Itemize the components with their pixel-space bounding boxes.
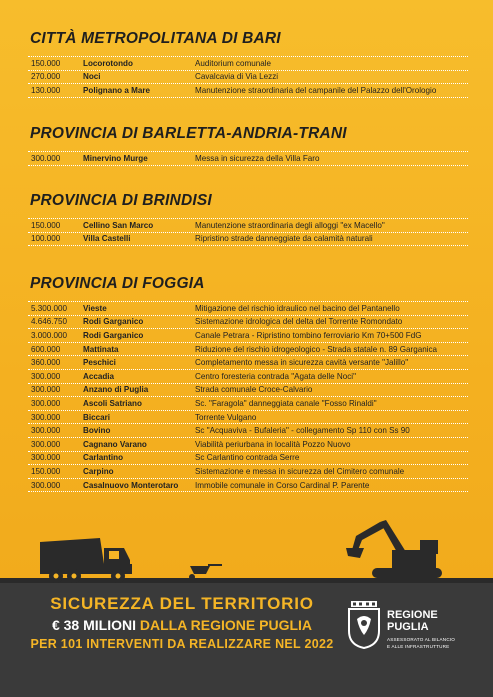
amount: 150.000 <box>31 58 61 68</box>
bottom-banner <box>0 583 493 697</box>
amount: 360.000 <box>31 358 61 368</box>
banner-source: DALLA REGIONE PUGLIA <box>139 617 313 633</box>
table-row <box>28 384 468 398</box>
amount: 300.000 <box>31 385 61 395</box>
description: Manutenzione straordinaria degli alloggi "ex Macello" <box>195 220 385 230</box>
amount: 150.000 <box>31 220 61 230</box>
table-row <box>28 356 468 370</box>
description: Ripristino strade danneggiate da calamità naturali <box>195 234 373 244</box>
place: Villa Castelli <box>83 234 131 244</box>
description: Strada comunale Croce-Calvario <box>195 385 313 395</box>
description: Immobile comunale in Corso Cardinal P. Parente <box>195 480 370 490</box>
place: Rodi Garganico <box>83 317 144 327</box>
place: Casalnuovo Monterotaro <box>83 480 179 490</box>
table-row <box>28 329 468 343</box>
section-bat <box>28 125 468 166</box>
amount: 4.646.750 <box>31 317 68 327</box>
table-row <box>28 302 468 316</box>
table-row <box>28 57 468 71</box>
description: Sc "Acquaviva - Bufaleria" - collegamento Sp 110 con Ss 90 <box>195 426 410 436</box>
banner-headline <box>22 593 342 653</box>
place: Polignano a Mare <box>83 85 151 95</box>
description: Canale Petrara - Ripristino tombino ferroviario Km 70+500 FdG <box>195 330 422 340</box>
wheelbarrow-silhouette <box>189 564 222 580</box>
amount: 5.300.000 <box>31 303 68 313</box>
place: Mattinata <box>83 344 119 354</box>
place: Anzano di Puglia <box>83 385 149 395</box>
section-bari <box>28 30 468 98</box>
logo-sub-line1: ASSESSORATO AL BILANCIO <box>387 637 456 642</box>
logo-name-line1: REGIONE <box>387 609 438 621</box>
description: Messa in sicurezza della Villa Faro <box>195 153 320 163</box>
section-brindisi <box>28 192 468 246</box>
description: Riduzione del rischio idrogeologico - Strada statale n. 89 Garganica <box>195 344 438 354</box>
logo-name <box>387 609 438 633</box>
description: Centro foresteria contrada "Agata delle Noci" <box>195 371 356 381</box>
section-rows <box>28 56 468 98</box>
amount: 300.000 <box>31 412 61 422</box>
description: Sistemazione e messa in sicurezza del Cimitero comunale <box>195 466 405 476</box>
table-row <box>28 424 468 438</box>
section-title: PROVINCIA DI BRINDISI <box>30 192 212 209</box>
section-title: PROVINCIA DI FOGGIA <box>30 275 205 292</box>
banner-amount-line <box>22 615 342 635</box>
section-title: PROVINCIA DI BARLETTA-ANDRIA-TRANI <box>30 125 347 142</box>
place: Cagnano Varano <box>83 439 147 449</box>
place: Minervino Murge <box>83 153 148 163</box>
place: Ascoli Satriano <box>83 398 142 408</box>
table-row <box>28 219 468 233</box>
regione-puglia-logo <box>347 597 477 667</box>
place: Rodi Garganico <box>83 330 144 340</box>
table-row <box>28 465 468 479</box>
banner-title: SICUREZZA DEL TERRITORIO <box>50 594 314 613</box>
table-row <box>28 71 468 85</box>
amount: 300.000 <box>31 371 61 381</box>
place: Carpino <box>83 466 114 476</box>
description: Mitigazione del rischio idraulico nel bacino del Pantanello <box>195 303 400 313</box>
table-row <box>28 452 468 466</box>
table-row <box>28 438 468 452</box>
banner-subtitle: PER 101 INTERVENTI DA REALIZZARE NEL 2022 <box>30 637 334 651</box>
logo-sub-line2: E ALLE INFRASTRUTTURE <box>387 644 450 649</box>
description: Auditorium comunale <box>195 58 272 68</box>
description: Sistemazione idrologica del delta del Torrente Romondato <box>195 317 403 327</box>
table-row <box>28 316 468 330</box>
amount: 130.000 <box>31 85 61 95</box>
logo-name-line2: PUGLIA <box>387 621 429 633</box>
amount: 270.000 <box>31 72 61 82</box>
description: Completamento messa in sicurezza cavità versante "Jalillo" <box>195 358 409 368</box>
section-foggia <box>28 275 468 492</box>
section-rows <box>28 218 468 246</box>
description: Viabilità periurbana in località Pozzo Nuovo <box>195 439 351 449</box>
construction-silhouette <box>0 520 493 584</box>
section-title: CITTÀ METROPOLITANA DI BARI <box>30 30 281 47</box>
section-rows <box>28 301 468 492</box>
description: Manutenzione straordinaria del campanile del Palazzo dell'Orologio <box>195 85 437 95</box>
amount: 300.000 <box>31 426 61 436</box>
place: Carlantino <box>83 453 124 463</box>
place: Locorotondo <box>83 58 133 68</box>
table-row <box>28 84 468 98</box>
amount: 300.000 <box>31 480 61 490</box>
table-row <box>28 411 468 425</box>
logo-department <box>387 636 477 650</box>
description: Torrente Vulgano <box>195 412 257 422</box>
description: Cavalcavia di Via Lezzi <box>195 72 279 82</box>
amount: 100.000 <box>31 234 61 244</box>
description: Sc Carlantino contrada Serre <box>195 453 300 463</box>
description: Sc. "Faragola" danneggiata canale "Fosso Rinaldi" <box>195 398 377 408</box>
amount: 600.000 <box>31 344 61 354</box>
table-row <box>28 343 468 357</box>
place: Vieste <box>83 303 107 313</box>
banner-amount: € 38 MILIONI <box>51 617 136 633</box>
amount: 300.000 <box>31 398 61 408</box>
excavator-silhouette <box>346 520 442 578</box>
table-row <box>28 152 468 166</box>
table-row <box>28 479 468 493</box>
place: Cellino San Marco <box>83 220 154 230</box>
table-row <box>28 397 468 411</box>
place: Biccari <box>83 412 110 422</box>
table-row <box>28 370 468 384</box>
place: Bovino <box>83 426 111 436</box>
amount: 150.000 <box>31 466 61 476</box>
section-rows <box>28 151 468 166</box>
amount: 300.000 <box>31 453 61 463</box>
coat-of-arms-icon <box>347 601 381 649</box>
amount: 300.000 <box>31 153 61 163</box>
place: Noci <box>83 72 101 82</box>
amount: 300.000 <box>31 439 61 449</box>
place: Accadia <box>83 371 115 381</box>
place: Peschici <box>83 358 116 368</box>
table-row <box>28 233 468 247</box>
amount: 3.000.000 <box>31 330 68 340</box>
